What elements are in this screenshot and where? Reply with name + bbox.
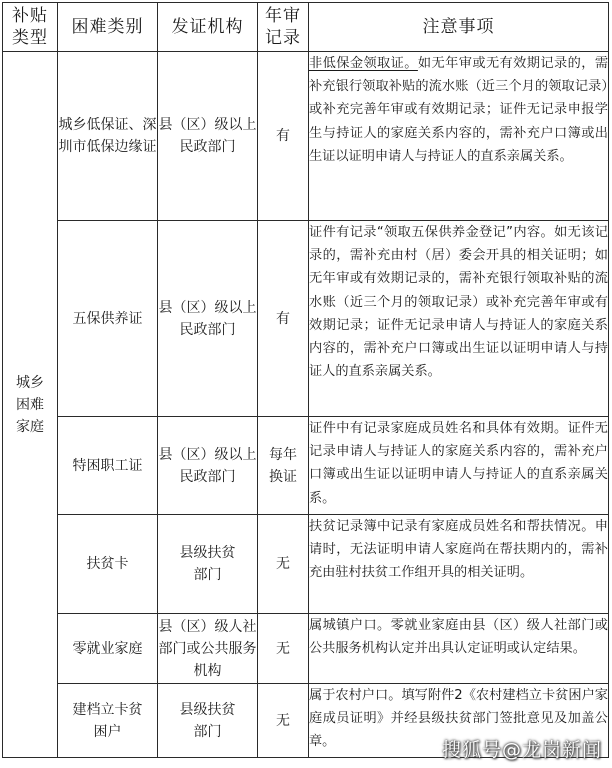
table-row [3, 221, 609, 417]
notes-highlight: 非低保金领取证。 [309, 56, 418, 71]
table-row [3, 515, 609, 614]
watermark: 搜狐号@龙岗新闻 [441, 739, 602, 761]
annual-review-cell: 有 [258, 52, 309, 221]
category-cell: 城乡低保证、深圳市低保边缘证 [58, 52, 158, 221]
annual-review-cell: 无 [258, 515, 309, 614]
category-cell: 特困职工证 [58, 417, 158, 515]
annual-review-cell: 无 [258, 684, 309, 758]
header-subsidy-type: 补贴类型 [3, 3, 58, 52]
table-row [3, 614, 609, 684]
authority-cell: 县（区）级以上民政部门 [158, 221, 258, 417]
authority-cell: 县级扶贫部门 [158, 684, 258, 758]
header-issuing-authority: 发证机构 [158, 3, 258, 52]
table-row [3, 52, 609, 221]
subsidy-requirements-table [2, 2, 609, 758]
authority-cell: 县（区）级以上民政部门 [158, 52, 258, 221]
group-label-cell: 城乡困难家庭 [3, 52, 58, 758]
authority-cell: 县（区）级以上民政部门 [158, 417, 258, 515]
table-header-row [3, 3, 609, 52]
notes-cell: 扶贫记录簿中记录有家庭成员姓名和帮扶情况。申请时，无法证明申请人家庭尚在帮扶期内的，需补充由驻村扶贫工作组开具的相关证明。 [309, 515, 609, 614]
notes-cell: 属于农村户口。填写附件2《农村建档立卡贫困户家庭成员证明》并经县级扶贫部门签批意见及加盖公章。 [309, 684, 609, 758]
annual-review-cell: 无 [258, 614, 309, 684]
notes-cell: 证件有记录“领取五保供养金登记”内容。如无该记录的，需补充由村（居）委会开具的相关证明；如无年审或有效期记录的，需补充银行领取补贴的流水账（近三个月的领取记录）或补充完善年审或有效期记录；证件无记录申请人与持证人的家庭关系内容的，需补充户口簿或出生证以证明申请人与持证人的直系亲属关系。 [309, 221, 609, 417]
category-cell: 五保供养证 [58, 221, 158, 417]
annual-review-cell: 每年换证 [258, 417, 309, 515]
table-row [3, 417, 609, 515]
notes-cell [309, 52, 609, 221]
category-cell: 扶贫卡 [58, 515, 158, 614]
authority-cell: 县级扶贫部门 [158, 515, 258, 614]
header-difficulty-category: 困难类别 [58, 3, 158, 52]
annual-review-cell: 有 [258, 221, 309, 417]
notes-text: 如无年审或无有效期记录的，需补充银行领取补贴的流水账（近三个月的领取记录）或补充完善年审或有效期记录；证件无记录申报学生与持证人的家庭关系内容的，需补充户口簿或出生证以证明申请人与持证人的直系亲属关系。 [309, 56, 609, 164]
header-annual-review: 年审记录 [258, 3, 309, 52]
authority-cell: 县（区）级人社部门或公共服务机构 [158, 614, 258, 684]
category-cell: 零就业家庭 [58, 614, 158, 684]
notes-cell: 证件中有记录家庭成员姓名和具体有效期。证件无记录申请人与持证人的家庭关系内容的，需补充户口簿或出生证以证明申请人与持证人的直系亲属关系。 [309, 417, 609, 515]
category-cell: 建档立卡贫困户 [58, 684, 158, 758]
notes-cell: 属城镇户口。零就业家庭由县（区）级人社部门或公共服务机构认定并出具认定证明或认定结果。 [309, 614, 609, 684]
header-notes: 注意事项 [309, 3, 609, 52]
